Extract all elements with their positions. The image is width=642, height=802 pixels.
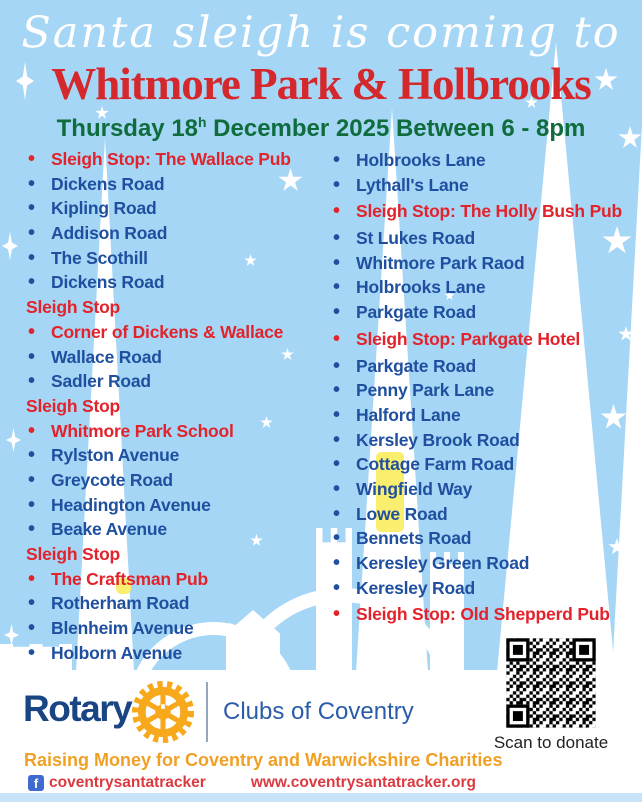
- sleigh-stop-heading: Sleigh Stop: [26, 395, 121, 416]
- route-item: • Wallace Road: [24, 345, 291, 370]
- star-icon: [4, 624, 19, 646]
- route-item: • Whitmore Park Raod: [329, 251, 622, 276]
- route-item: • Rotherham Road: [24, 591, 291, 616]
- route-item: • Sadler Road: [24, 369, 291, 394]
- route-item: • Keresley Road: [329, 576, 622, 601]
- rotary-logo-wordmark: Rotary: [23, 688, 132, 729]
- scan-to-donate-label: Scan to donate: [493, 733, 609, 752]
- social-links: [28, 774, 476, 792]
- route-item: • Rylston Avenue: [24, 443, 291, 468]
- route-item: • Kersley Brook Road: [329, 428, 622, 453]
- route-item: • Dickens Road: [24, 270, 291, 295]
- route-item: • Kipling Road: [24, 196, 291, 221]
- sleigh-stop-heading: Sleigh Stop: [26, 297, 121, 318]
- rotary-wheel-icon: [131, 680, 195, 744]
- route-item: • Wingfield Way: [329, 477, 622, 502]
- route-item: • The Craftsman Pub: [24, 567, 291, 592]
- route-item: • Beake Avenue: [24, 517, 291, 542]
- route-item: • Sleigh Stop: Old Shepperd Pub: [329, 602, 622, 627]
- qr-code-icon: [503, 635, 599, 731]
- star-icon: [2, 232, 18, 260]
- route-list-left: [24, 147, 291, 665]
- route-list-right: [329, 148, 622, 629]
- route-item: • Parkgate Road: [329, 300, 622, 325]
- route-item: • Blenheim Avenue: [24, 616, 291, 641]
- route-item: • Keresley Green Road: [329, 551, 622, 576]
- route-item: • St Lukes Road: [329, 226, 622, 251]
- route-item: • Lowe Road: [329, 502, 622, 527]
- script-headline: Santa sleigh is coming to: [21, 8, 621, 58]
- route-item: • Penny Park Lane: [329, 378, 622, 403]
- route-item: • Holbrooks Lane: [329, 275, 622, 300]
- logo-divider: [206, 682, 208, 742]
- route-item: • Cottage Farm Road: [329, 452, 622, 477]
- route-item: • Lythall's Lane: [329, 173, 622, 198]
- page-title: Whitmore Park & Holbrooks: [51, 59, 591, 109]
- route-item: • Dickens Road: [24, 172, 291, 197]
- route-item: • Headington Avenue: [24, 493, 291, 518]
- route-item: • The Scothill: [24, 246, 291, 271]
- route-item: • Greycote Road: [24, 468, 291, 493]
- clubs-of-coventry-label: Clubs of Coventry: [223, 698, 414, 725]
- route-item: • Holborn Avenue: [24, 641, 291, 666]
- route-item: • Holbrooks Lane: [329, 148, 622, 173]
- route-item: • Parkgate Road: [329, 354, 622, 379]
- route-item: • Halford Lane: [329, 403, 622, 428]
- facebook-handle: coventrysantatracker: [49, 774, 206, 791]
- website-url: www.coventrysantatracker.org: [250, 774, 476, 791]
- event-date: Thursday 18$^h$ December 2025 Between 6 - 8pm: [56, 114, 586, 142]
- bottom-border-strip: [0, 793, 642, 802]
- route-item: • Sleigh Stop: Parkgate Hotel: [329, 327, 622, 352]
- date-superscript: h: [198, 114, 207, 130]
- route-item: • Sleigh Stop: The Wallace Pub: [24, 147, 291, 172]
- route-item: • Bennets Road: [329, 526, 622, 551]
- sleigh-stop-heading: Sleigh Stop: [26, 544, 121, 564]
- route-item: • Whitmore Park School: [24, 419, 291, 444]
- route-item: • Addison Road: [24, 221, 291, 246]
- charity-tagline: Raising Money for Coventry and Warwickshire Charities: [24, 750, 503, 770]
- route-item: • Corner of Dickens & Wallace: [24, 320, 291, 345]
- route-item: • Sleigh Stop: The Holly Bush Pub: [329, 199, 622, 224]
- facebook-icon: [28, 775, 44, 791]
- star-icon: [6, 428, 21, 452]
